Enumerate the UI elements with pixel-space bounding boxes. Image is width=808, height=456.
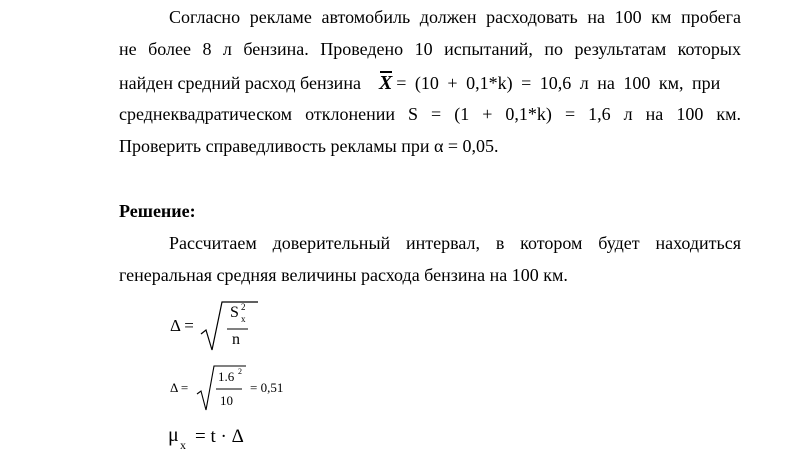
problem-line-5: Проверить справедливость рекламы при α = 0,05. <box>119 136 499 156</box>
formula3-mu: μ <box>168 424 179 446</box>
solution-text-1: Рассчитаем доверительный интервал, в котором будет находиться <box>169 233 741 253</box>
formula3-sub: x <box>180 438 186 452</box>
problem-line-4: среднеквадратическом отклонении S = (1 + 0,1*k) = 1,6 л на 100 км. <box>119 104 741 124</box>
formula1-sup: 2 <box>241 302 246 312</box>
formula1-denominator: n <box>232 331 240 348</box>
formula1-sub: x <box>241 314 246 324</box>
formula2-lhs: Δ = <box>170 380 189 395</box>
formula2-result: = 0,51 <box>250 380 284 395</box>
solution-line-1 <box>119 232 741 254</box>
problem-line-1 <box>119 6 741 28</box>
problem-text-3b: = (10 + 0,1*k) = 10,6 л на 100 км, при <box>396 73 721 93</box>
formula-mu <box>168 424 268 454</box>
problem-text-3a: найден средний расход бензина <box>119 73 361 93</box>
formula1-numerator: S <box>230 304 239 321</box>
formula1-lhs: Δ = <box>170 316 194 335</box>
formula-delta-value <box>170 364 300 414</box>
formula3-rhs: = t · Δ <box>195 426 244 447</box>
solution-line-2: генеральная средняя величины расхода бензина на 100 км. <box>119 265 568 285</box>
formula2-numerator: 1.6 <box>218 369 235 384</box>
problem-line-2: не более 8 л бензина. Проведено 10 испытаний, по результатам которых <box>119 39 741 59</box>
formula2-sup: 2 <box>238 367 242 376</box>
solution-heading: Решение: <box>119 201 196 221</box>
mean-symbol: X <box>378 72 393 94</box>
formula2-denominator: 10 <box>220 393 233 408</box>
problem-line-3 <box>119 70 741 94</box>
formula-delta-general <box>170 298 260 354</box>
problem-text-1: Согласно рекламе автомобиль должен расходовать на 100 км пробега <box>169 7 741 27</box>
